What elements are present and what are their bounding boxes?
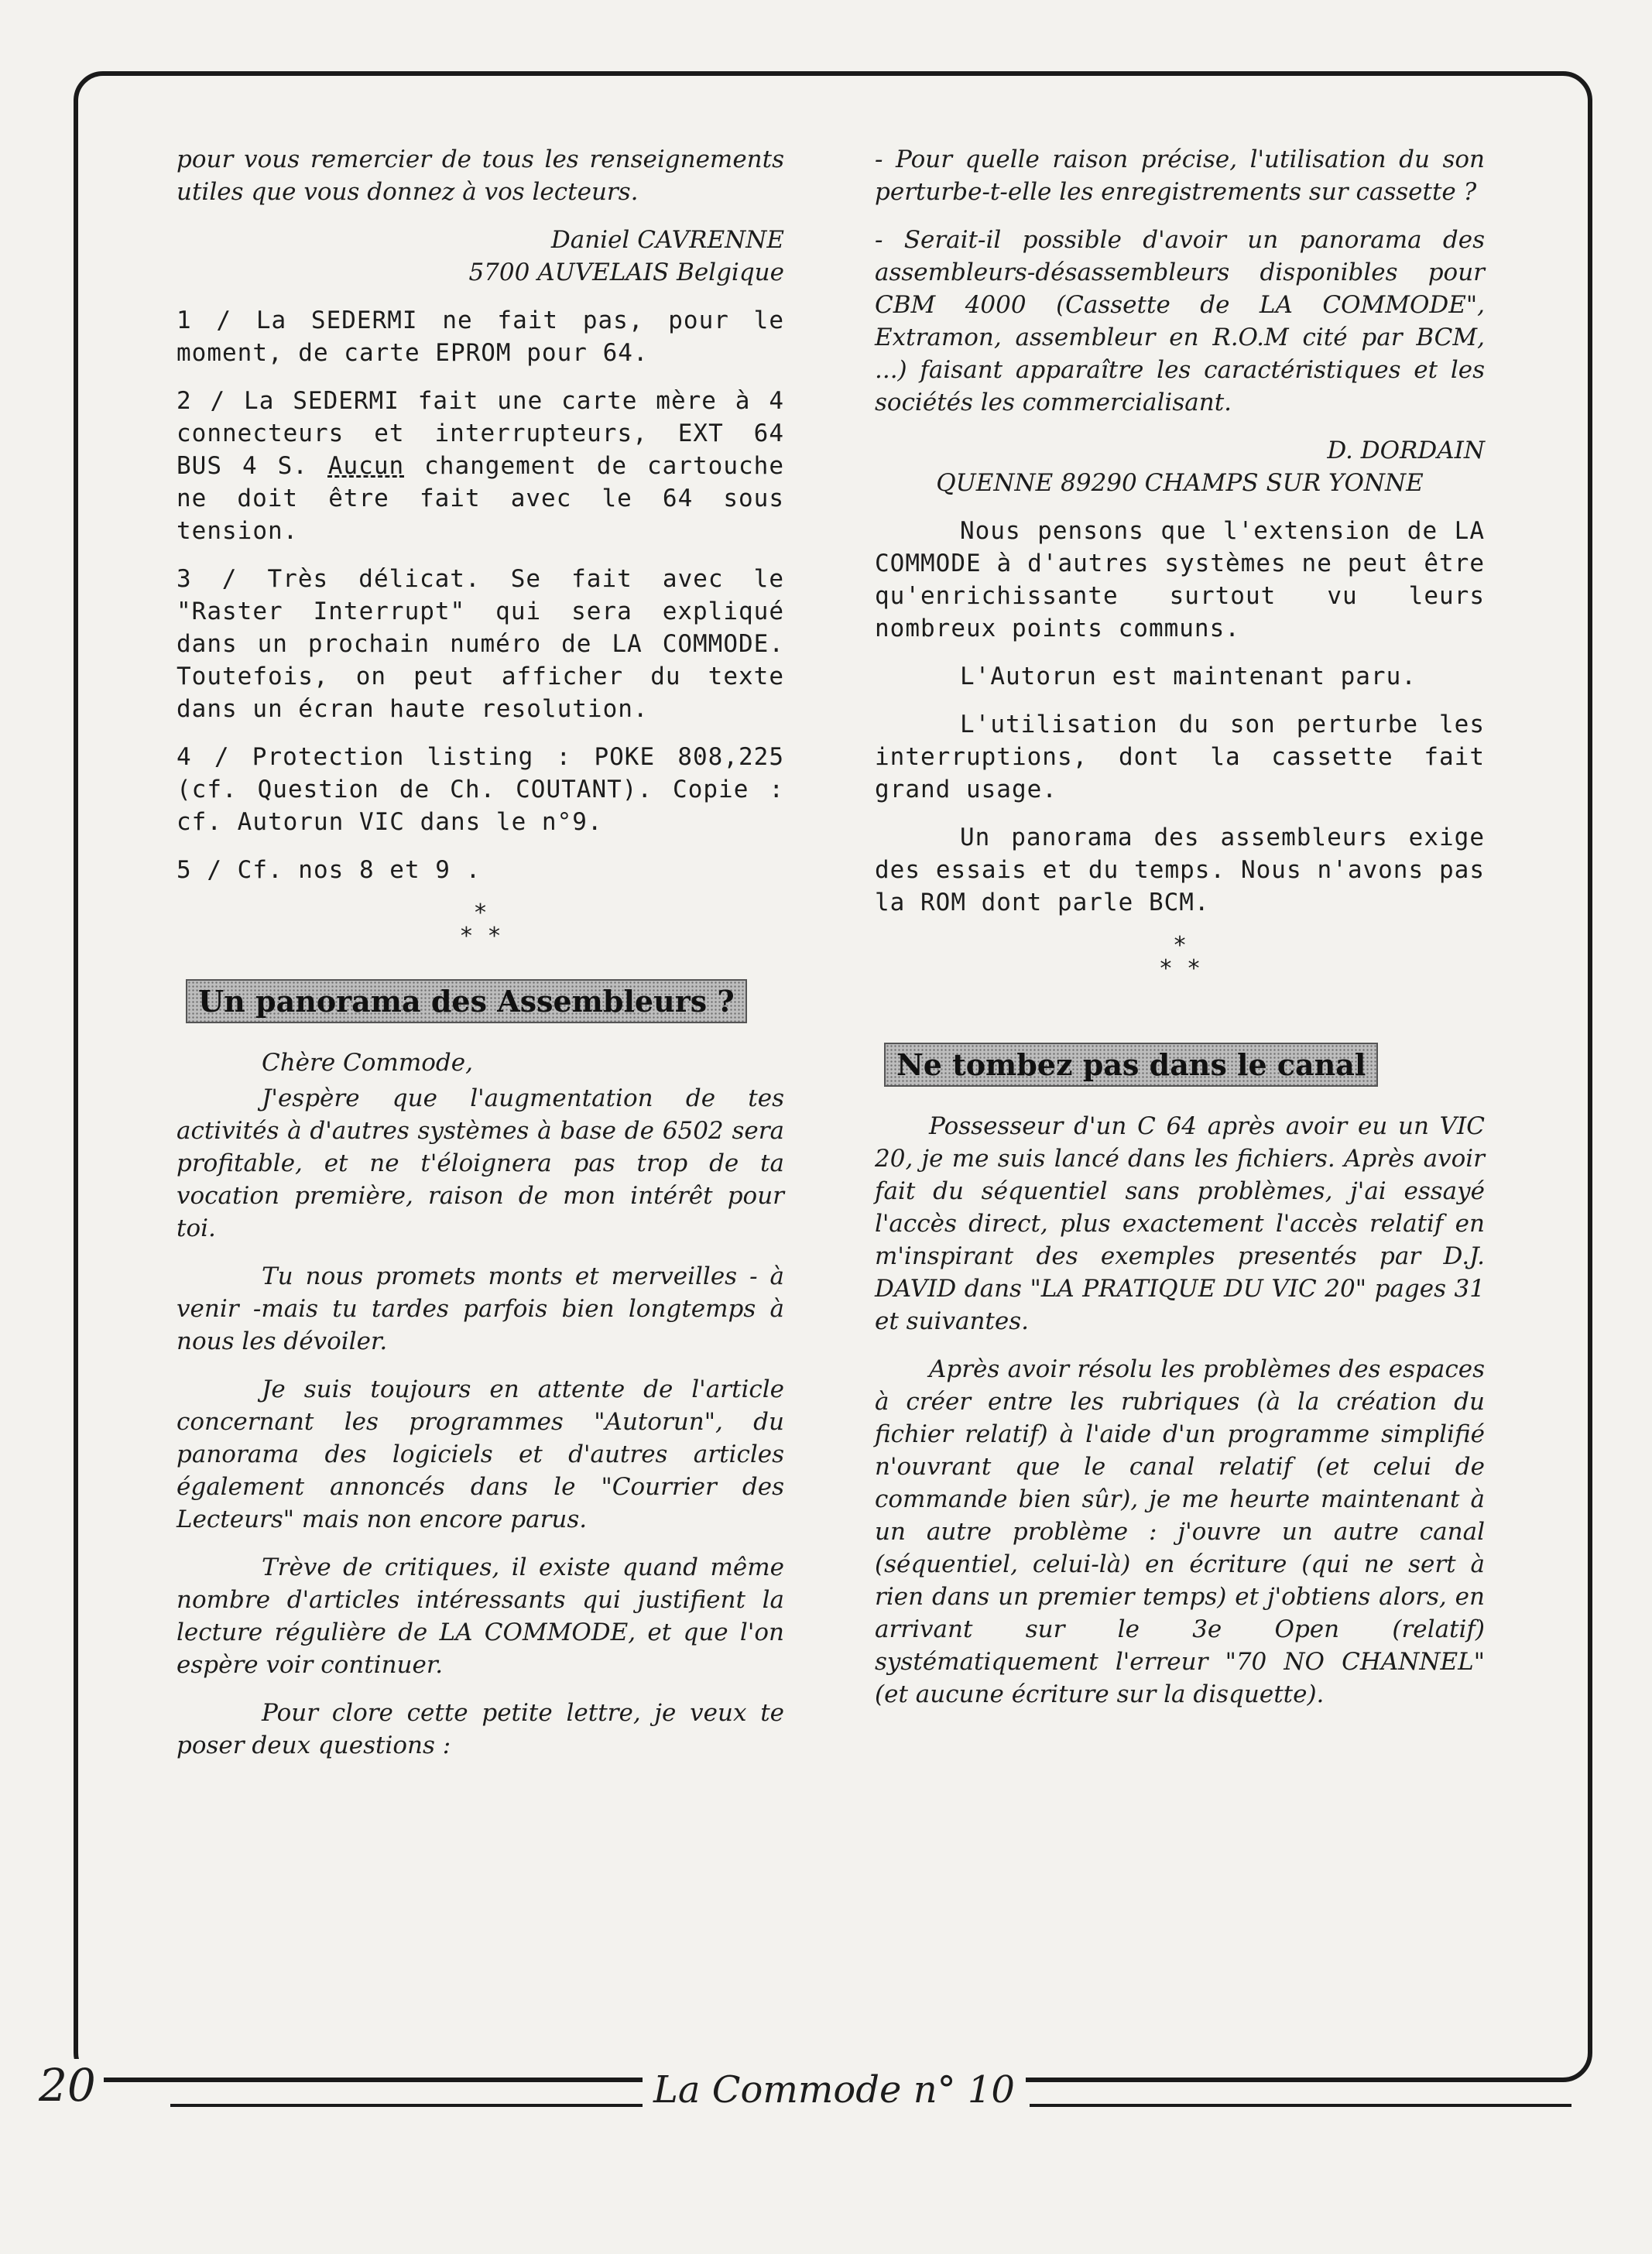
separator-star-bottom: * * [459, 923, 502, 950]
letter-salutation: Chère Commode, [262, 1049, 473, 1077]
editor-reply: L'utilisation du son perturbe les interruptions, dont la cassette fait grand usage. [875, 711, 1485, 803]
footer-rule-right [1030, 2104, 1571, 2107]
signature-place: 5700 AUVELAIS Belgique [468, 259, 784, 286]
separator-star-top: * [473, 899, 488, 927]
separator-star-bottom: * * [1158, 955, 1201, 982]
page-number: 20 [31, 2059, 104, 2112]
reader-question-1: - Pour quelle raison précise, l'utilisation du son perturbe-t-elle les enregistrements sur cassette ? [875, 146, 1485, 206]
magazine-title: La Commode n° 10 [643, 2068, 1026, 2112]
answer-3: 3 / Très délicat. Se fait avec le "Raster Interrupt" qui sera expliqué dans un prochain numéro de LA COMMODE. Toutefois, on peut afficher du texte dans un écran haute resolution. [177, 565, 784, 723]
editor-reply: L'Autorun est maintenant paru. [960, 663, 1417, 690]
editor-reply: Un panorama des assembleurs exige des essais et du temps. Nous n'avons pas la ROM dont parle BCM. [875, 824, 1485, 916]
answer-2-text-a: 2 / La SEDERMI fait une carte mère à 4 connecteurs et interrupteurs, EXT 64 BUS 4 S. [177, 387, 784, 480]
letter-paragraph: Possesseur d'un C 64 après avoir eu un VIC 20, je me suis lancé dans les fichiers. Après avoir fait du séquentiel sans problèmes, j'ai essayé l'accès direct, plus exactement l'accès relatif en m'inspirant des exemples presentés par D.J. DAVID dans "LA PRATIQUE DU VIC 20" pages 31 et suivantes. [875, 1112, 1485, 1335]
letter-paragraph: Je suis toujours en attente de l'article concernant les programmes "Autorun", du panorama des logiciels et d'autres articles également annoncés dans le "Courrier des Lecteurs" mais non encore parus. [177, 1375, 784, 1533]
letter-paragraph: Après avoir résolu les problèmes des espaces à créer entre les rubriques (à la création du fichier relatif) à l'aide d'un programme simplifié n'ouvrant que le canal relatif (et celui de commande bien sûr), je me heurte maintenant à un autre problème : j'ouvre un autre canal (séquentiel, celui-là) en écriture (qui ne sert à rien dans un premier temps) et j'obtiens alors, en arrivant sur le 3e Open (relatif) systématiquement l'erreur "70 NO CHANNEL" (et aucune écriture sur la disquette). [875, 1355, 1485, 1708]
answer-1: 1 / La SEDERMI ne fait pas, pour le moment, de carte EPROM pour 64. [177, 307, 784, 367]
signature-name: D. DORDAIN [1327, 437, 1485, 464]
section-heading: Un panorama des Assembleurs ? [186, 979, 747, 1023]
section-separator [875, 934, 1485, 981]
right-column [875, 143, 1485, 1726]
answer-2-text-b: changement de cartouche ne doit être fait avec le 64 sous tension. [177, 452, 784, 545]
letter-closing: pour vous remercier de tous les renseignements utiles que vous donnez à vos lecteurs. [177, 146, 784, 206]
letter-paragraph: Trève de critiques, il existe quand même nombre d'articles intéressants qui justifient la lecture régulière de LA COMMODE, et que l'on espère voir continuer. [177, 1553, 784, 1679]
footer-rule-left [170, 2104, 650, 2107]
section-heading: Ne tombez pas dans le canal [884, 1043, 1378, 1087]
letter-paragraph: Pour clore cette petite lettre, je veux te poser deux questions : [177, 1699, 784, 1759]
left-column [177, 143, 784, 1777]
letter-paragraph: Tu nous promets monts et merveilles - à venir -mais tu tardes parfois bien longtemps à nous les dévoiler. [177, 1262, 784, 1355]
editor-reply: Nous pensons que l'extension de LA COMMODE à d'autres systèmes ne peut être qu'enrichissante surtout vu leurs nombreux points communs. [875, 517, 1485, 642]
signature-place: QUENNE 89290 CHAMPS SUR YONNE [936, 469, 1424, 497]
answer-4: 4 / Protection listing : POKE 808,225 (cf. Question de Ch. COUTANT). Copie : cf. Autorun VIC dans le n°9. [177, 743, 784, 836]
answer-2 [177, 385, 784, 547]
answer-5: 5 / Cf. nos 8 et 9 . [177, 856, 482, 884]
reader-question-2: - Serait-il possible d'avoir un panorama des assembleurs-désassembleurs disponibles pour CBM 4000 (Cassette de LA COMMODE", Extramon, assembleur en R.O.M cité par BCM, ...) faisant apparaître les caractéristiques et les sociétés les commercialisant. [875, 226, 1485, 416]
answer-2-underlined: Aucun [327, 452, 405, 480]
section-separator [177, 899, 784, 950]
separator-star-top: * [1172, 932, 1188, 959]
signature-name: Daniel CAVRENNE [550, 226, 784, 254]
letter-paragraph: J'espère que l'augmentation de tes activités à d'autres systèmes à base de 6502 sera profitable, et ne t'éloignera pas trop de ta vocation première, raison de mon intérêt pour toi. [177, 1084, 784, 1242]
